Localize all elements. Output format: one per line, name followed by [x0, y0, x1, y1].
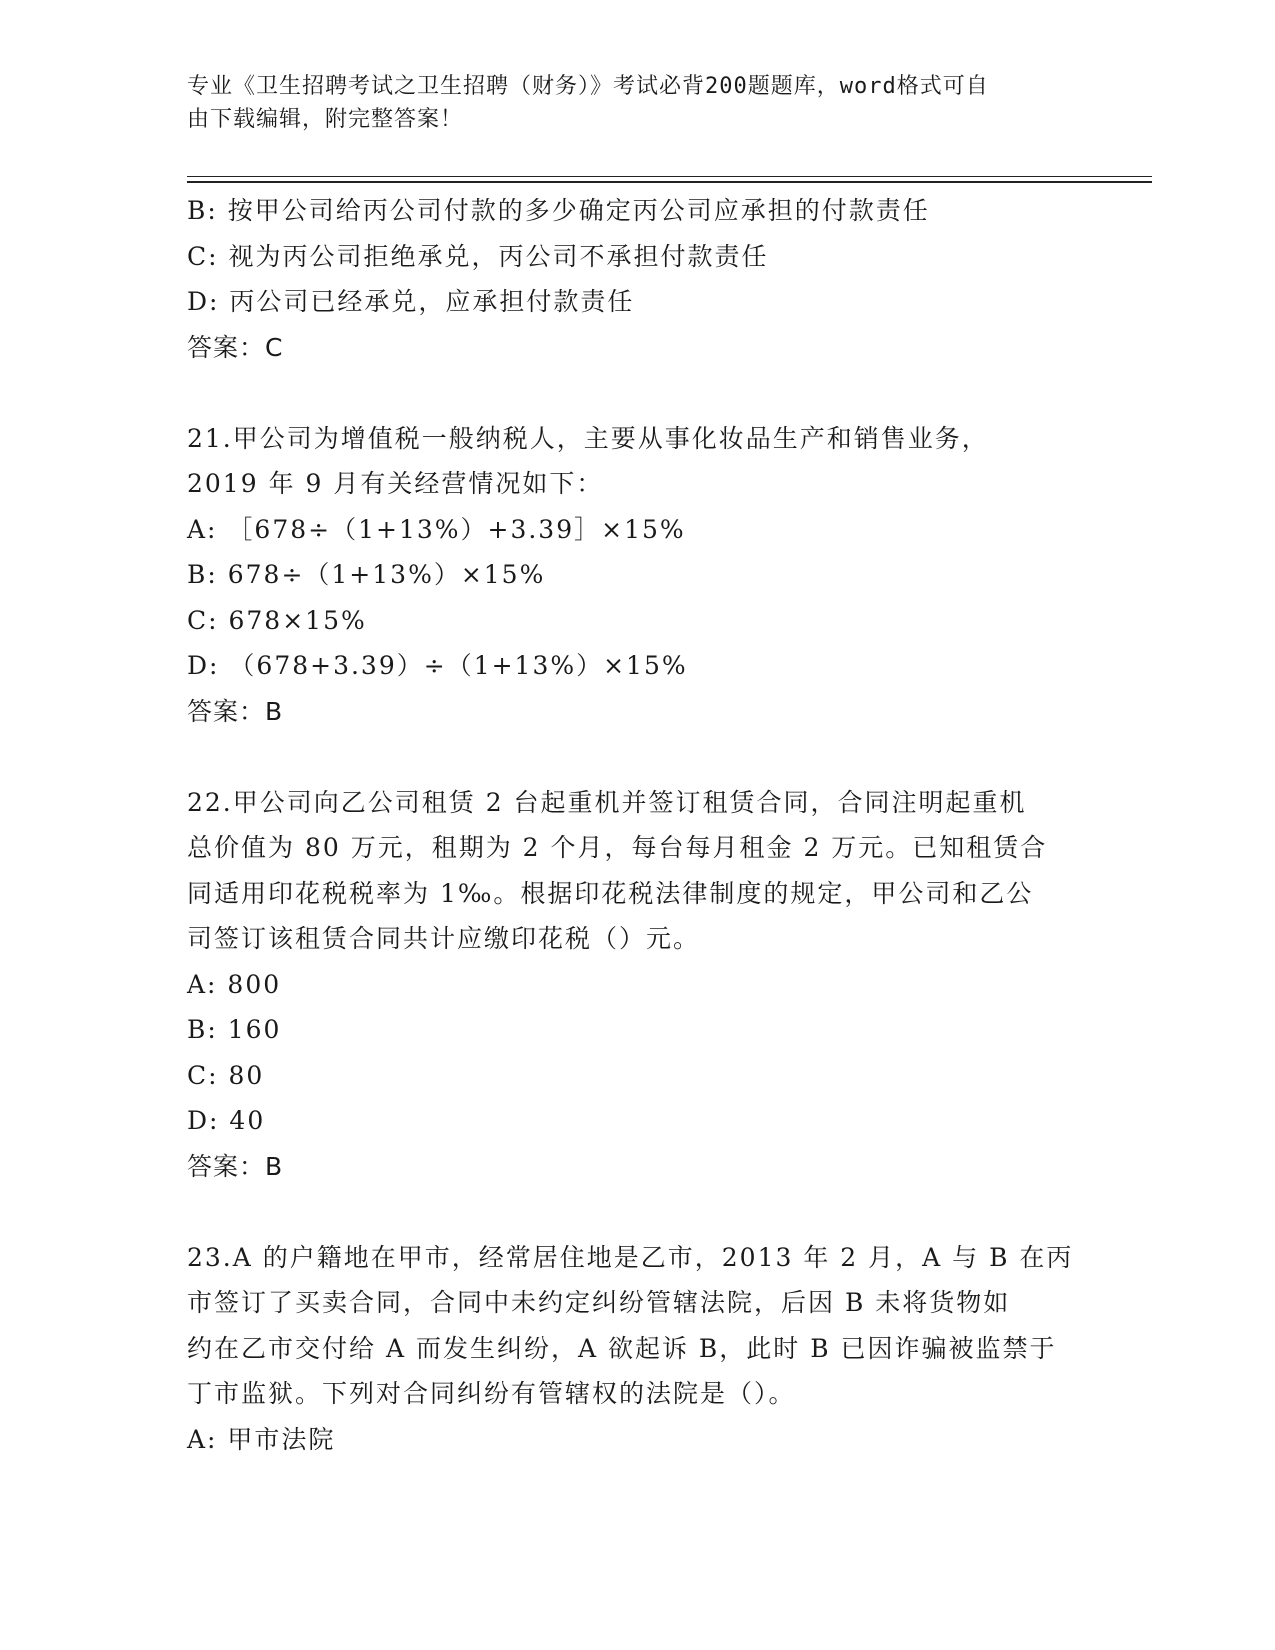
q23-stem-line-1: 23.A 的户籍地在甲市，经常居住地是乙市，2013 年 2 月，A 与 B 在丙 — [187, 1242, 1074, 1272]
question-content — [187, 188, 1097, 1462]
q22-stem-line-2: 总价值为 80 万元，租期为 2 个月，每台每月租金 2 万元。已知租赁合 — [187, 833, 1048, 862]
q23-stem-line-4: 丁市监狱。下列对合同纠纷有管辖权的法院是（）。 — [187, 1379, 796, 1408]
q22-option-c: C: 80 — [187, 1060, 265, 1090]
q22-stem-line-4: 司签订该租赁合同共计应缴印花税（）元。 — [187, 924, 701, 953]
q21-option-d: D: （678+3.39）÷（1+13%）×15% — [187, 651, 688, 680]
q21-stem-line-1: 21.甲公司为增值税一般纳税人，主要从事化妆品生产和销售业务， — [187, 423, 989, 453]
header-line-1: 专业《卫生招聘考试之卫生招聘（财务）》考试必背200题题库，word格式可自 — [187, 74, 989, 99]
q22-stem-line-1: 22.甲公司向乙公司租赁 2 台起重机并签订租赁合同，合同注明起重机 — [187, 787, 1027, 817]
q22-stem-line-3: 同适用印花税税率为 1‰。根据印花税法律制度的规定，甲公司和乙公 — [187, 878, 1034, 908]
document-header — [187, 70, 1067, 136]
q23-option-a: A: 甲市法院 — [187, 1424, 336, 1454]
q22-option-b: B: 160 — [187, 1015, 282, 1044]
header-divider-thick — [187, 181, 1152, 183]
header-line-2: 由下载编辑，附完整答案！ — [187, 107, 464, 132]
q21-option-c: C: 678×15% — [187, 605, 367, 635]
prev-option-c: C: 视为丙公司拒绝承兑，丙公司不承担付款责任 — [187, 241, 769, 271]
q21-stem-line-2: 2019 年 9 月有关经营情况如下： — [187, 469, 604, 498]
spacer — [187, 734, 1097, 780]
prev-answer: 答案：C — [187, 332, 284, 362]
prev-option-d: D: 丙公司已经承兑，应承担付款责任 — [187, 287, 635, 316]
q21-answer: 答案：B — [187, 696, 284, 726]
spacer — [187, 370, 1097, 416]
q23-stem-line-2: 市签订了买卖合同，合同中未约定纠纷管辖法院，后因 B 未将货物如 — [187, 1288, 1011, 1317]
q22-option-d: D: 40 — [187, 1106, 266, 1135]
header-divider-thin — [187, 176, 1152, 177]
q21-option-b: B: 678÷（1+13%）×15% — [187, 560, 546, 589]
spacer — [187, 1189, 1097, 1235]
q22-option-a: A: 800 — [187, 969, 282, 999]
prev-option-b: B: 按甲公司给丙公司付款的多少确定丙公司应承担的付款责任 — [187, 196, 930, 225]
q21-option-a: A: ［678÷（1+13%）+3.39］×15% — [187, 514, 686, 544]
q22-answer: 答案：B — [187, 1151, 284, 1181]
q23-stem-line-3: 约在乙市交付给 A 而发生纠纷，A 欲起诉 B，此时 B 已因诈骗被监禁于 — [187, 1333, 1057, 1363]
